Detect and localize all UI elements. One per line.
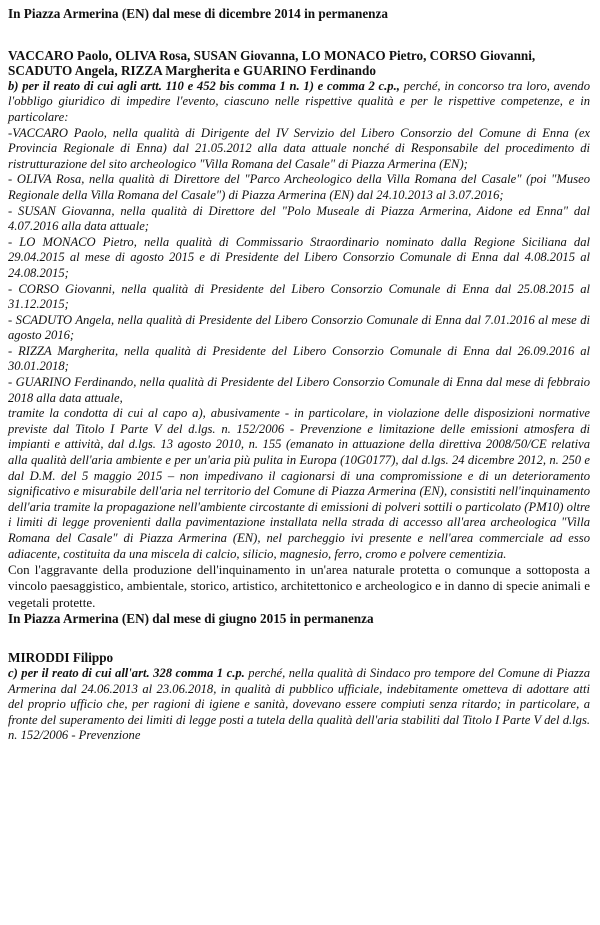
defendant-item: - SCADUTO Angela, nella qualità di Presidente del Libero Consorzio Comunale di Enna dal 7.01.2016 al mese di agosto 2016; — [8, 312, 590, 343]
charge-c-paragraph — [8, 666, 590, 744]
charge-b-intro: perché, in concorso tra loro, avendo l'obbligo giuridico di impedire l'evento, ciascuno nelle rispettive qualità e per le rispettive competenze, e in particolare: — [8, 78, 590, 124]
defendants-list: VACCARO Paolo, OLIVA Rosa, SUSAN Giovanna, LO MONACO Pietro, CORSO Giovanni, SCADUTO Angela, RIZZA Margherita e GUARINO Ferdinando — [8, 47, 536, 79]
defendant-item: - OLIVA Rosa, nella qualità di Direttore del "Parco Archeologico della Villa Romana del Casale" (poi "Museo Regionale della Villa Romana del Casale") di Piazza Armerina (EN) dal 24.10.2013 al 3.07.2016; — [8, 172, 590, 202]
place-date-line-1: In Piazza Armerina (EN) dal mese di dicembre 2014 in permanenza — [8, 6, 388, 21]
charge-b-body: tramite la condotta di cui al capo a), abusivamente - in particolare, in violazione delle disposizioni normative previste dal Titolo I Parte V del d.lgs. n. 152/2006 - Prevenzione e limitazione delle emissioni atmosfera di impianti e attività, dal d.lgs. 13 agosto 2010, n. 155 (emanato in attuazione della direttiva 2008/50/CE relativa alla qualità dell'aria ambiente e per un'aria più pulita in Europa (10G0177), dal d.lgs. 24 dicembre 2012, n. 250 e dal D.M. del 5 maggio 2015 – non impedivano il cagionarsi di una compromissione e di un deterioramento significativo e misurabile dell'aria nel territorio del Comune di Piazza Armerina (EN), consistiti nell'inquinamento dell'aria tramite la propagazione nell'ambiente circostante di emissioni di polveri sottili o particolato (PM10) oltre i limiti di legge provenienti dalla pavimentazione installata nella strada di accesso all'area archeologica "Villa Romana del Casale" di Piazza Armerina (EN), nel parcheggio ivi presente e nell'area commerciale ad esso adiacente, costituita da una miscela di calcio, silicio, magnesio, ferro, cromo e polvere cementizia. — [8, 406, 590, 561]
defendant-item: - GUARINO Ferdinando, nella qualità di Presidente del Libero Consorzio Comunale di Enna dal mese di febbraio 2018 alla data attuale, — [8, 375, 590, 405]
spacer — [8, 22, 590, 48]
defendant-item: - SUSAN Giovanna, nella qualità di Direttore del "Polo Museale di Piazza Armerina, Aidone ed Enna" dal 4.07.2016 alla data attuale; — [8, 203, 590, 234]
defendant-item: -VACCARO Paolo, nella qualità di Dirigente del IV Servizio del Libero Consorzio del Comune di Enna (ex Provincia Regionale di Enna) dal 21.05.2012 alla data attuale nonché di Responsabile del procedimento di ristrutturazione del sito archeologico "Villa Romana del Casale" di Piazza Armerina (EN); — [8, 125, 590, 171]
place-date-line-2: In Piazza Armerina (EN) dal mese di giugno 2015 in permanenza — [8, 610, 374, 626]
defendant-item: - LO MONACO Pietro, nella qualità di Commissario Straordinario nominato dalla Regione Siciliana dal 29.04.2015 al mese di agosto 2015 e di Presidente del Libero Consorzio Comunale di Enna dal 4.08.2015 al 24.08.2015; — [8, 234, 590, 280]
charge-b-paragraph — [8, 79, 590, 126]
charge-c-heading: c) per il reato di cui all'art. 328 comma 1 c.p. — [8, 665, 245, 680]
aggravating-circumstance: Con l'aggravante della produzione dell'inquinamento in un'area naturale protetta o comunque a sottoposta a vincolo paesaggistico, ambientale, storico, artistico, architettonico e archeologico e in danno di specie animali e vegetali protette. — [8, 562, 590, 610]
defendant-item: - CORSO Giovanni, nella qualità di Presidente del Libero Consorzio Comunale di Enna dal 25.08.2015 al 31.12.2015; — [8, 281, 590, 312]
charge-c-text: perché, nella qualità di Sindaco pro tempore del Comune di Piazza Armerina dal 24.06.2013 al 23.06.2018, in qualità di pubblico ufficiale, indebitamente ometteva di adottare atti del proprio ufficio che, per ragioni di igiene e sanità, dovevano essere compiuti senza ritardo; in particolare, a fronte del superamento dei limiti di legge posti a tutela della qualità dell'aria stabiliti dal Titolo I Parte V del d.lgs. n. 152/2006 - Prevenzione — [8, 665, 591, 743]
spacer — [8, 626, 590, 650]
charge-b-heading: b) per il reato di cui agli artt. 110 e 452 bis comma 1 n. 1) e comma 2 c.p., — [8, 78, 400, 93]
defendant-miroddi: MIRODDI Filippo — [8, 650, 114, 666]
defendant-item: - RIZZA Margherita, nella qualità di Presidente del Libero Consorzio Comunale di Enna dal 26.09.2016 al 30.01.2018; — [8, 343, 590, 374]
